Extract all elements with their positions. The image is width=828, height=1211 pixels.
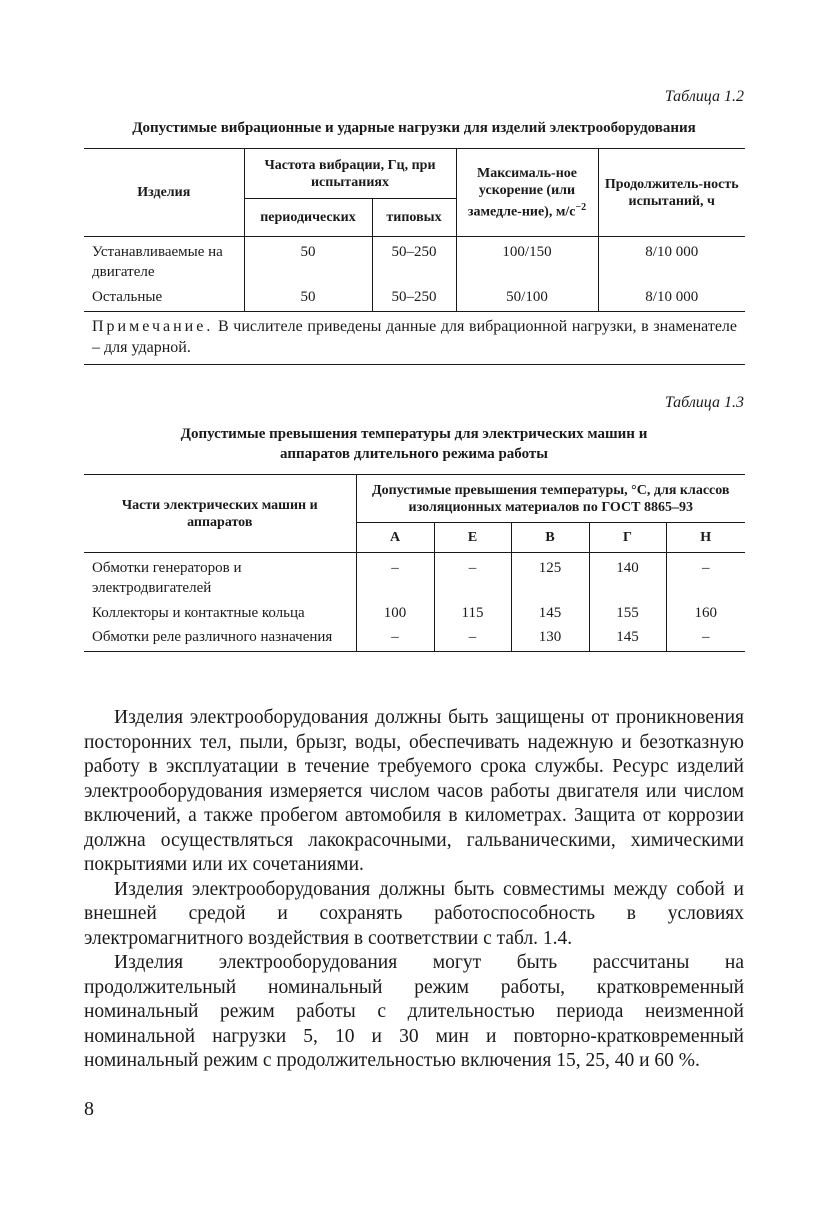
cell-value: 145: [511, 598, 589, 623]
page-number: 8: [84, 1098, 94, 1120]
row-name: Коллекторы и контактные кольца: [84, 598, 356, 623]
body-text: [84, 706, 744, 1074]
header-class-e: Е: [434, 523, 511, 553]
cell-acceleration: 100/150: [456, 237, 598, 283]
cell-periodic: 50: [244, 282, 372, 312]
table-row: [84, 598, 745, 623]
row-name: Остальные: [84, 282, 244, 312]
table-1-3-label: Таблица 1.3: [664, 394, 744, 411]
header-parts: Части электрических машин и аппаратов: [84, 475, 356, 553]
row-name: Устанавливаемые на двигателе: [84, 237, 244, 283]
cell-periodic: 50: [244, 237, 372, 283]
paragraph-1: Изделия электрооборудования должны быть защищены от проникновения посторонних тел, пыли, брызг, воды, обеспечивать надежную и безотказную работу в эксплуатации в течение требуемого срока службы. Ресурс изделий электрооборудования измеряется числом часов работы двигателя или числом включений, а также пробегом автомобиля в километрах. Защита от коррозии должна осуществляться лакокрасочными, гальваническими, химическими покрытиями или их сочетаниями.: [84, 707, 744, 875]
cell-value: 160: [666, 598, 745, 623]
header-acceleration-text: Максималь-ное ускорение (или замедле-ние), м/с: [467, 165, 577, 220]
paragraph-3: Изделия электрооборудования могут быть рассчитаны на продолжительный номинальный режим работы, кратковременный номинальный режим работы с длительностью периода неизменной номинальной нагрузки 5, 10 и 30 мин и повторно-кратковременный номинальный режим с продолжительностью включения 15, 25, 40 и 60 %.: [84, 952, 744, 1071]
table-1-2-title: Допустимые вибрационные и ударные нагрузки для изделий электрооборудования: [132, 120, 696, 136]
table-note-row: [84, 312, 745, 365]
cell-value: –: [434, 553, 511, 599]
header-acceleration-exponent: −2: [575, 201, 587, 213]
row-name: Обмотки реле различного назначения: [84, 623, 356, 652]
header-class-h: Н: [666, 523, 745, 553]
cell-value: 155: [589, 598, 666, 623]
table-1-3: [84, 474, 745, 652]
header-max-acceleration: [456, 149, 598, 237]
cell-value: 145: [589, 623, 666, 652]
cell-value: 115: [434, 598, 511, 623]
cell-type: 50–250: [372, 237, 456, 283]
cell-duration: 8/10 000: [598, 237, 745, 283]
table-1-2: [84, 148, 745, 365]
header-products: Изделия: [84, 149, 244, 237]
cell-value: 130: [511, 623, 589, 652]
header-class-g: Г: [589, 523, 666, 553]
header-type-tests: типовых: [372, 199, 456, 237]
cell-value: –: [356, 553, 434, 599]
header-class-a: А: [356, 523, 434, 553]
cell-type: 50–250: [372, 282, 456, 312]
cell-value: –: [434, 623, 511, 652]
table-row: [84, 237, 745, 283]
note-text: В числителе приведены данные для вибрационной нагрузки, в знаменателе – для ударной.: [92, 318, 738, 356]
cell-duration: 8/10 000: [598, 282, 745, 312]
header-class-b: В: [511, 523, 589, 553]
table-1-3-title: Допустимые превышения температуры для электрических машин и аппаратов длительного режима работы: [180, 426, 648, 462]
cell-value: –: [666, 553, 745, 599]
header-allowed-excess: Допустимые превышения температуры, °С, для классов изоляционных материалов по ГОСТ 8865–93: [356, 475, 745, 523]
table-row: [84, 553, 745, 599]
cell-value: 140: [589, 553, 666, 599]
paragraph-2: Изделия электрооборудования должны быть совместимы между собой и внешней средой и сохранять работоспособность в условиях электромагнитного воздействия в соответствии с табл. 1.4.: [84, 878, 744, 949]
cell-value: 125: [511, 553, 589, 599]
table-note: [84, 312, 745, 365]
table-1-2-label: Таблица 1.2: [664, 88, 744, 105]
header-test-duration: Продолжитель-ность испытаний, ч: [598, 149, 745, 237]
cell-value: –: [666, 623, 745, 652]
table-row: [84, 623, 745, 652]
header-vibration-frequency: Частота вибрации, Гц, при испытаниях: [244, 149, 456, 199]
cell-value: 100: [356, 598, 434, 623]
header-periodic: периодических: [244, 199, 372, 237]
row-name: Обмотки генераторов и электродвигателей: [84, 553, 356, 599]
table-row: [84, 282, 745, 312]
cell-value: –: [356, 623, 434, 652]
note-label: Примечание.: [92, 318, 214, 335]
cell-acceleration: 50/100: [456, 282, 598, 312]
